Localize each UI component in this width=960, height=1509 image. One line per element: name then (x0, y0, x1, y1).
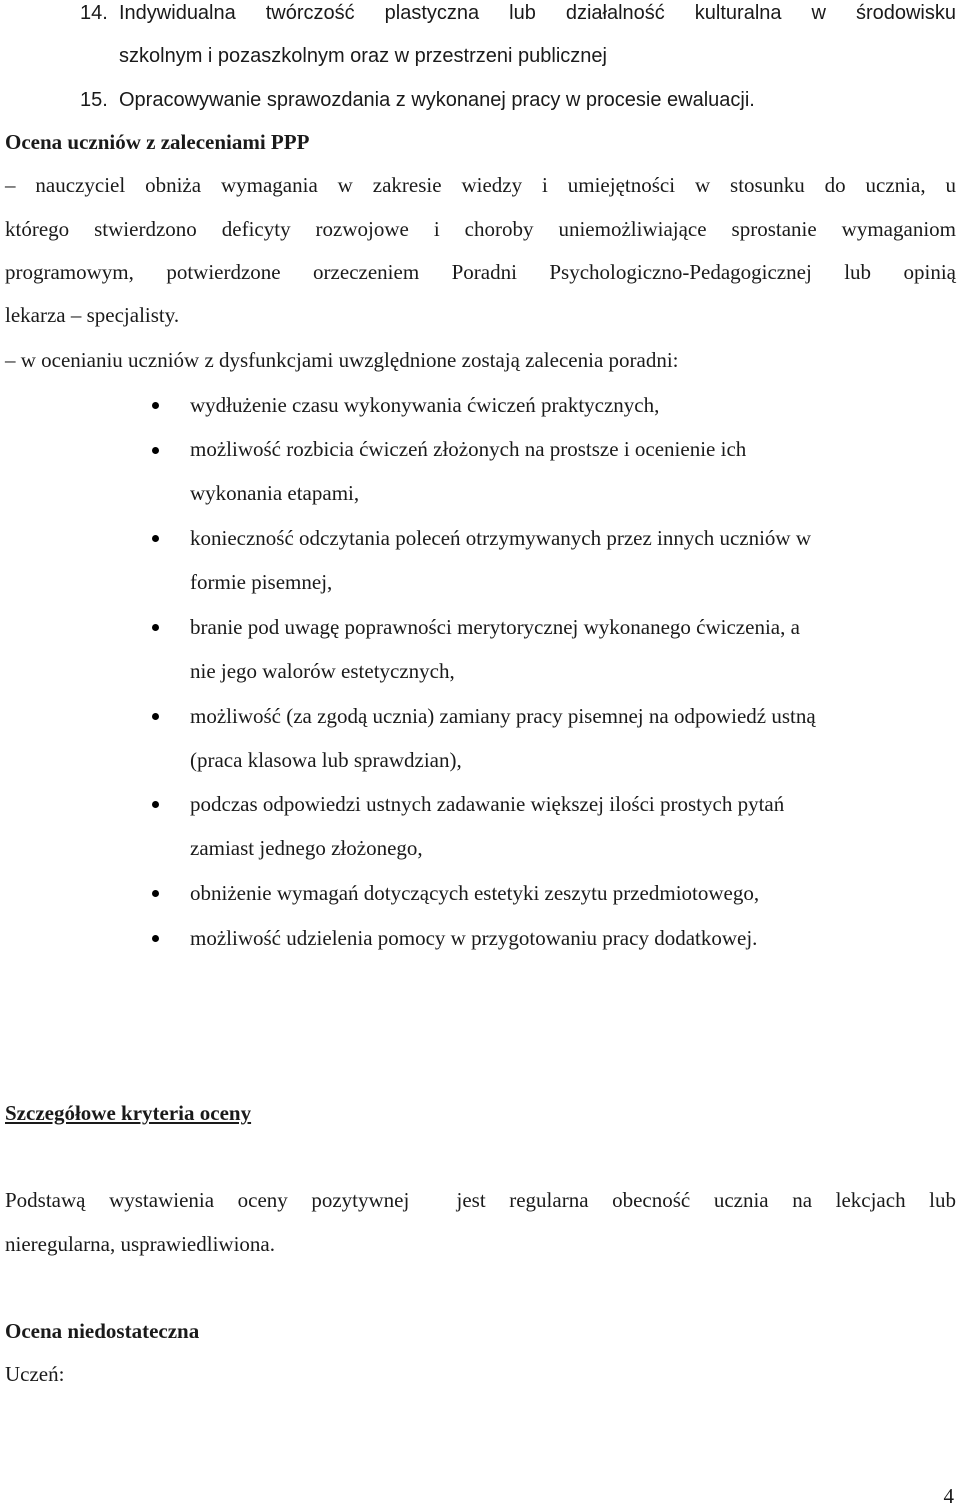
insufficient-heading: Ocena niedostateczna (5, 1319, 200, 1343)
criteria-text-line1: Podstawą wystawienia oceny pozytywnej jest regularna obecność ucznia na lekcjach lub (5, 1188, 956, 1212)
bullet-icon (152, 402, 159, 409)
bullet-icon (152, 624, 159, 631)
insufficient-text: Uczeń: (5, 1362, 65, 1386)
bullet-item-continuation: (praca klasowa lub sprawdzian), (190, 748, 462, 772)
bullet-item-continuation: formie pisemnej, (190, 570, 333, 594)
ppp-paragraph-line: lekarza – specjalisty. (5, 303, 180, 327)
bullet-item: obniżenie wymagań dotyczących estetyki zeszytu przedmiotowego, (190, 881, 760, 905)
bullet-icon (152, 890, 159, 897)
bullet-item: branie pod uwagę poprawności merytorycznej wykonanego ćwiczenia, a (190, 615, 800, 639)
bullet-icon (152, 447, 159, 454)
bullet-item: możliwość udzielenia pomocy w przygotowaniu pracy dodatkowej. (190, 926, 758, 950)
ppp-paragraph-line: programowym, potwierdzone orzeczeniem Poradni Psychologiczno-Pedagogicznej lub opinią (5, 260, 956, 284)
list-item-14-line2: szkolnym i pozaszkolnym oraz w przestrzeni publicznej (119, 45, 607, 67)
ppp-dysfunction-intro: – w ocenianiu uczniów z dysfunkcjami uwzględnione zostają zalecenia poradni: (5, 348, 679, 372)
list-item-14-line1: Indywidualna twórczość plastyczna lub działalność kulturalna w środowisku (119, 2, 956, 24)
bullet-item: możliwość rozbicia ćwiczeń złożonych na prostsze i ocenienie ich (190, 437, 747, 461)
criteria-heading: Szczegółowe kryteria oceny (5, 1101, 252, 1125)
bullet-item: wydłużenie czasu wykonywania ćwiczeń praktycznych, (190, 393, 660, 417)
bullet-item: możliwość (za zgodą ucznia) zamiany pracy pisemnej na odpowiedź ustną (190, 704, 816, 728)
ppp-paragraph-line: którego stwierdzono deficyty rozwojowe i choroby uniemożliwiające sprostanie wymaganiom (5, 217, 956, 241)
list-number-14: 14. (80, 2, 108, 24)
bullet-item-continuation: zamiast jednego złożonego, (190, 836, 423, 860)
bullet-item: podczas odpowiedzi ustnych zadawanie większej ilości prostych pytań (190, 792, 785, 816)
bullet-icon (152, 713, 159, 720)
bullet-item: konieczność odczytania poleceń otrzymywanych przez innych uczniów w (190, 526, 811, 550)
list-item-15: Opracowywanie sprawozdania z wykonanej pracy w procesie ewaluacji. (119, 89, 755, 111)
ppp-paragraph-line: – nauczyciel obniża wymagania w zakresie wiedzy i umiejętności w stosunku do ucznia, u (5, 173, 956, 197)
criteria-text-line2: nieregularna, usprawiedliwiona. (5, 1232, 275, 1256)
page-number: 4 (943, 1484, 954, 1508)
list-number-15: 15. (80, 89, 108, 111)
bullet-item-continuation: wykonania etapami, (190, 481, 360, 505)
ppp-heading: Ocena uczniów z zaleceniami PPP (5, 130, 310, 154)
bullet-icon (152, 535, 159, 542)
bullet-icon (152, 935, 159, 942)
bullet-item-continuation: nie jego walorów estetycznych, (190, 659, 455, 683)
bullet-icon (152, 801, 159, 808)
